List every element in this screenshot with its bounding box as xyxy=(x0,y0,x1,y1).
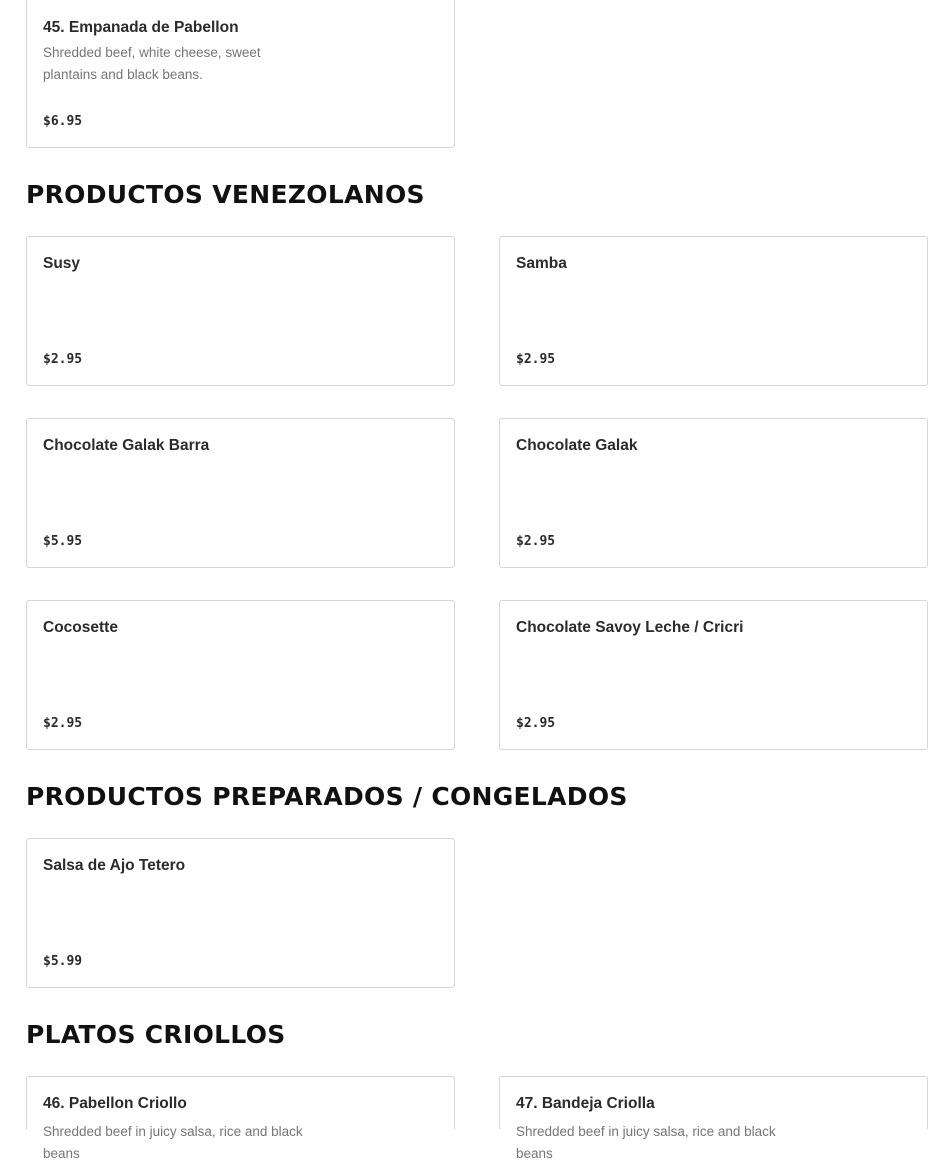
item-name: 47. Bandeja Criolla xyxy=(516,1095,655,1112)
item-description: Shredded beef in juicy salsa, rice and black beans xyxy=(516,1124,776,1161)
item-description: Shredded beef, white cheese, sweet plantains and black beans. xyxy=(43,45,261,82)
item-price: $2.95 xyxy=(43,352,83,367)
item-price: $6.95 xyxy=(43,114,83,129)
item-description: Shredded beef in juicy salsa, rice and black beans xyxy=(43,1124,303,1161)
item-price: $2.95 xyxy=(516,716,556,731)
menu-item-card[interactable] xyxy=(499,600,928,750)
menu-item-card[interactable] xyxy=(499,1076,928,1161)
menu-item-card[interactable] xyxy=(26,418,455,568)
item-price: $5.95 xyxy=(43,534,83,549)
section-title-platos-criollos: PLATOS CRIOLLOS xyxy=(26,1020,286,1049)
item-name: Chocolate Galak Barra xyxy=(43,437,210,454)
item-name: 46. Pabellon Criollo xyxy=(43,1095,187,1112)
section-title-productos-preparados: PRODUCTOS PREPARADOS / CONGELADOS xyxy=(26,782,628,811)
item-name: Chocolate Savoy Leche / Cricri xyxy=(516,619,744,636)
menu-item-card[interactable] xyxy=(499,236,928,386)
item-name: Susy xyxy=(43,255,81,272)
menu-item-card[interactable] xyxy=(26,236,455,386)
menu-item-card[interactable] xyxy=(26,0,455,148)
item-price: $2.95 xyxy=(43,716,83,731)
item-name: 45. Empanada de Pabellon xyxy=(43,19,239,36)
menu-item-card[interactable] xyxy=(26,1076,455,1161)
item-name: Cocosette xyxy=(43,619,118,636)
menu-item-card[interactable] xyxy=(499,418,928,568)
menu-item-card[interactable] xyxy=(26,838,455,988)
item-price: $2.95 xyxy=(516,352,556,367)
item-name: Salsa de Ajo Tetero xyxy=(43,857,186,874)
item-price: $5.99 xyxy=(43,954,83,969)
item-name: Chocolate Galak xyxy=(516,437,638,454)
menu-item-card[interactable] xyxy=(26,600,455,750)
item-price: $2.95 xyxy=(516,534,556,549)
item-name: Samba xyxy=(516,255,567,272)
section-title-productos-venezolanos: PRODUCTOS VENEZOLANOS xyxy=(26,180,425,209)
